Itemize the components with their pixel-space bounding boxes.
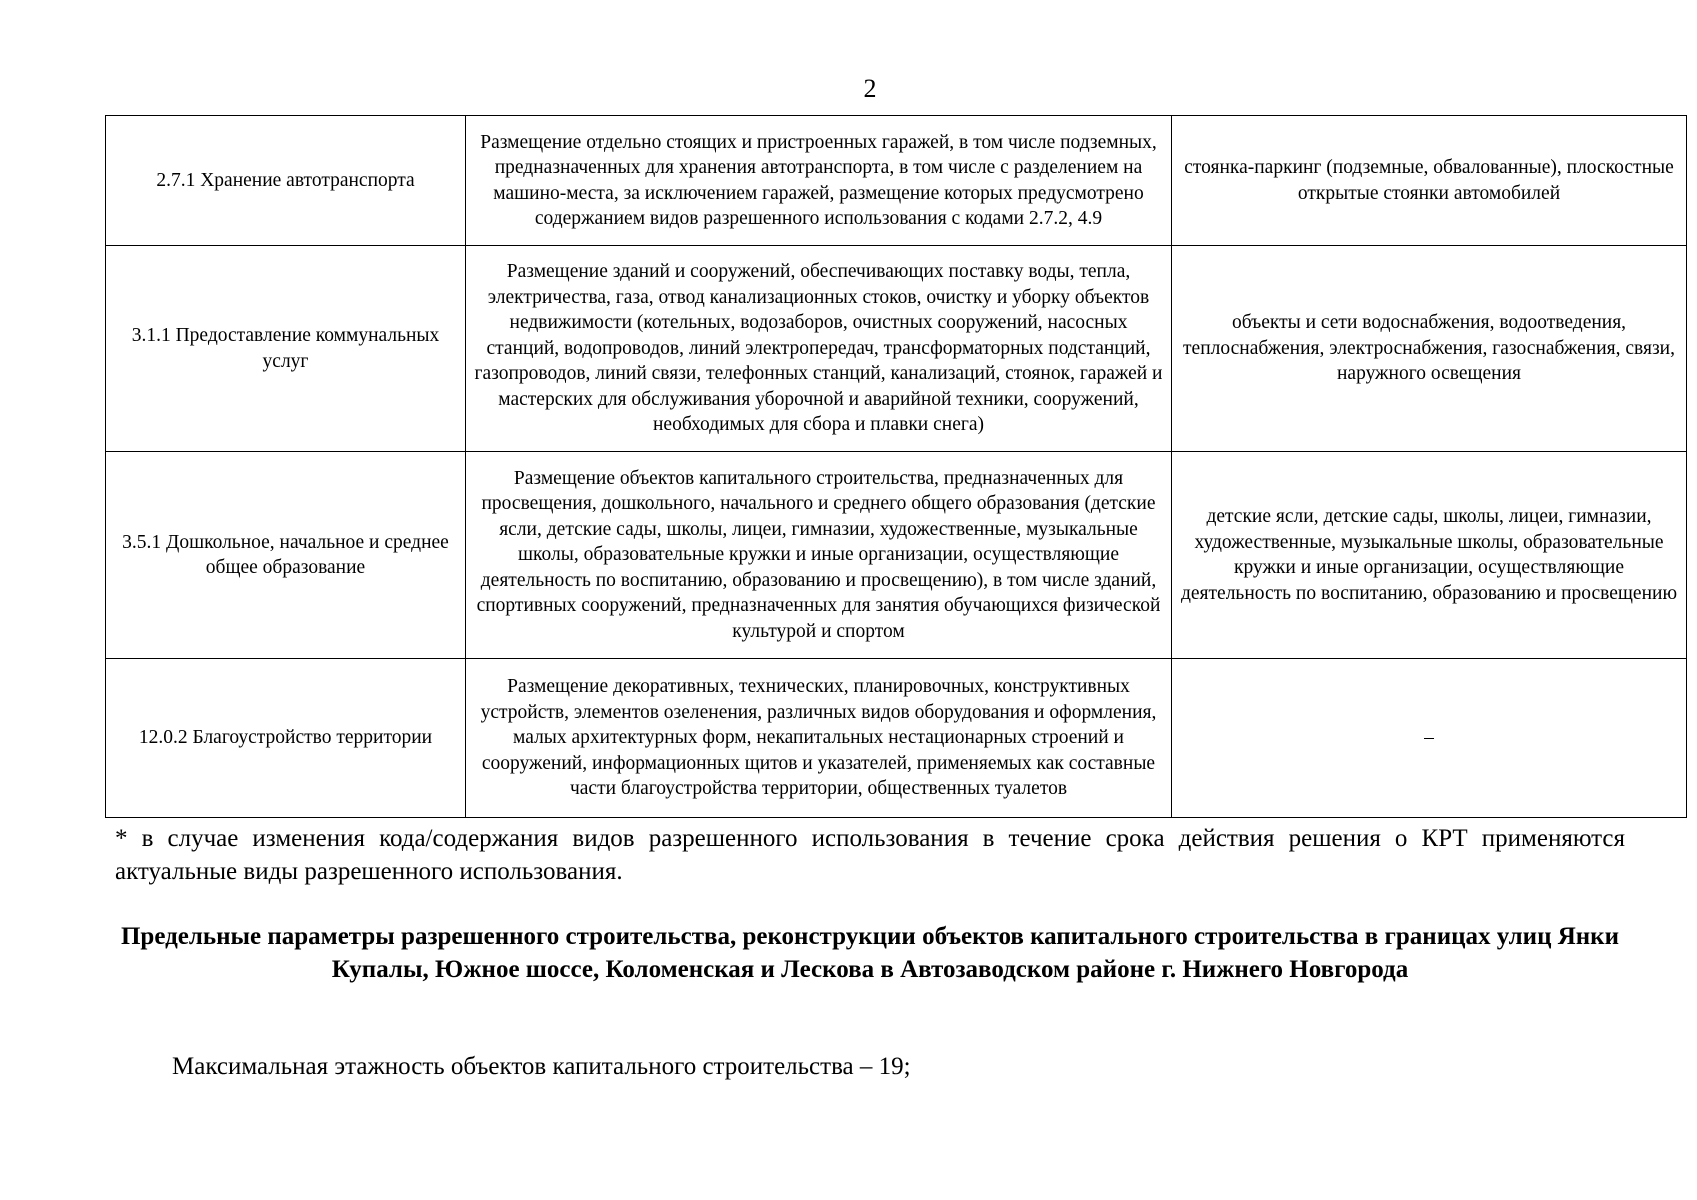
page-number: 2 (863, 74, 877, 103)
use-type-description: Размещение зданий и сооружений, обеспечивающих поставку воды, тепла, электричества, газа, отвод канализационных стоков, очистку и уборку объектов недвижимости (котельных, водозаборов, очистных сооружений, насосных станций, водопроводов, линий электропередач, трансформаторных подстанций, газопроводов, линий связи, телефонных станций, канализаций, стоянок, гаражей и мастерских для обслуживания уборочной и аварийной техники, сооружений, необходимых для сбора и плавки снега) (466, 246, 1172, 452)
land-use-table (105, 115, 1687, 818)
table-row (106, 116, 1687, 246)
use-type-description: Размещение декоративных, технических, планировочных, конструктивных устройств, элементов озеленения, различных видов оборудования и оформления, малых архитектурных форм, некапитальных нестационарных строений и сооружений, информационных щитов и указателей, применяемых как составные части благоустройства территории, общественных туалетов (466, 659, 1172, 818)
table-row (106, 659, 1687, 818)
max-floors-paragraph: Максимальная этажность объектов капитального строительства – 19; (172, 1053, 911, 1080)
permitted-objects: объекты и сети водоснабжения, водоотведения, теплоснабжения, электроснабжения, газоснабжения, связи, наружного освещения (1172, 246, 1687, 452)
use-type-name: 3.1.1 Предоставление коммунальных услуг (106, 246, 466, 452)
use-type-name: 12.0.2 Благоустройство территории (106, 659, 466, 818)
permitted-objects: стоянка-паркинг (подземные, обвалованные), плоскостные открытые стоянки автомобилей (1172, 116, 1687, 246)
permitted-objects: детские ясли, детские сады, школы, лицеи, гимназии, художественные, музыкальные школы, образовательные кружки и иные организации, осуществляющие деятельность по воспитанию, образованию и просвещению (1172, 452, 1687, 659)
footnote: * в случае изменения кода/содержания видов разрешенного использования в течение срока действия решения о КРТ применяются актуальные виды разрешенного использования. (115, 825, 1625, 885)
use-type-description: Размещение отдельно стоящих и пристроенных гаражей, в том числе подземных, предназначенных для хранения автотранспорта, в том числе с разделением на машино-места, за исключением гаражей, размещение которых предусмотрено содержанием видов разрешенного использования с кодами 2.7.2, 4.9 (466, 116, 1172, 246)
section-heading: Предельные параметры разрешенного строительства, реконструкции объектов капитального строительства в границах улиц Янки Купалы, Южное шоссе, Коломенская и Лескова в Автозаводском районе г. Нижнего Новгорода (120, 923, 1619, 983)
use-type-name: 3.5.1 Дошкольное, начальное и среднее общее образование (106, 452, 466, 659)
use-type-description: Размещение объектов капитального строительства, предназначенных для просвещения, дошкольного, начального и среднего общего образования (детские ясли, детские сады, школы, лицеи, гимназии, художественные, музыкальные школы, образовательные кружки и иные организации, осуществляющие деятельность по воспитанию, образованию и просвещению), в том числе зданий, спортивных сооружений, предназначенных для занятия обучающихся физической культурой и спортом (466, 452, 1172, 659)
permitted-objects: – (1172, 659, 1687, 818)
use-type-name: 2.7.1 Хранение автотранспорта (106, 116, 466, 246)
table-row (106, 452, 1687, 659)
table-row (106, 246, 1687, 452)
